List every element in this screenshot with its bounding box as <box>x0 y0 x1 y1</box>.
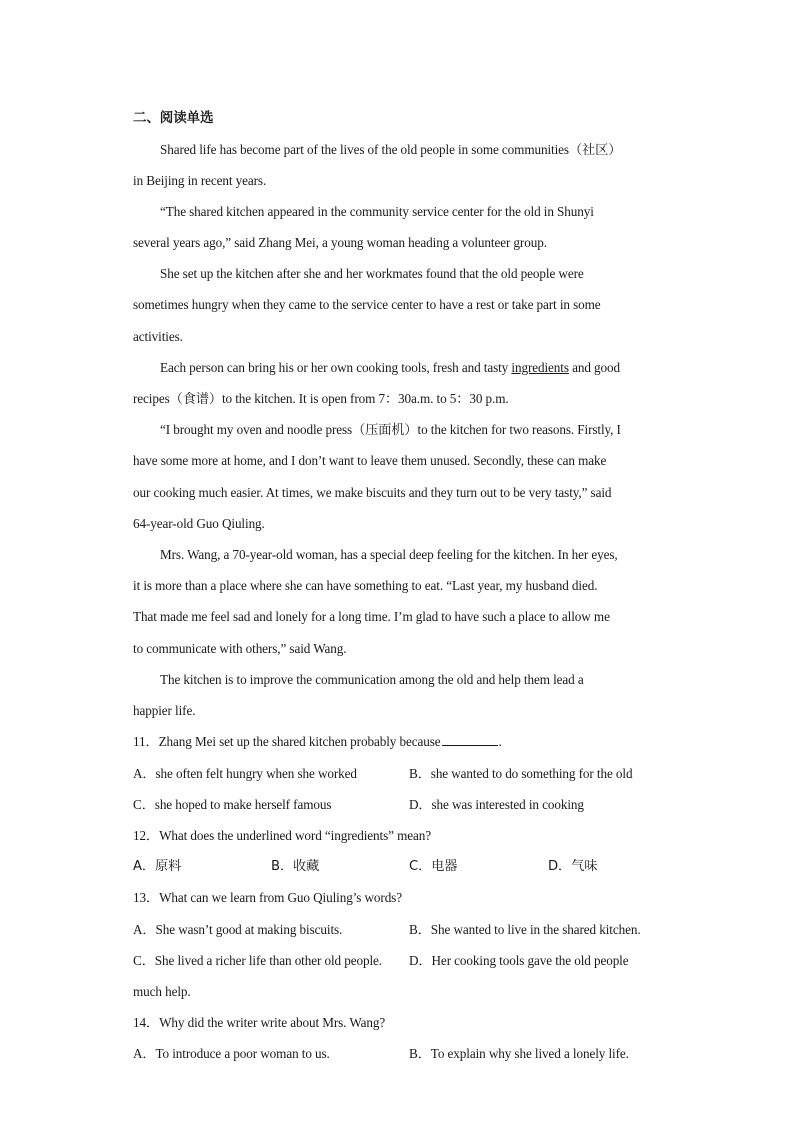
question-13-stem: 13．What can we learn from Guo Qiuling’s words? <box>133 890 402 905</box>
passage-line: it is more than a place where she can have something to eat. “Last year, my husband died. <box>133 578 598 593</box>
option-13-a: A．She wasn’t good at making biscuits. <box>133 922 343 937</box>
section-title: 二、阅读单选 <box>133 110 214 126</box>
passage-line: Shared life has become part of the lives of the old people in some communities（社区） <box>160 142 622 157</box>
passage-line: 64-year-old Guo Qiuling. <box>133 516 265 531</box>
passage-text: and good <box>568 360 621 375</box>
option-12-a: A．原料 <box>133 859 182 874</box>
option-11-c: C．she hoped to make herself famous <box>133 797 332 812</box>
answer-blank <box>442 732 498 746</box>
passage-line: recipes（食谱）to the kitchen. It is open from 7：30a.m. to 5：30 p.m. <box>133 391 509 406</box>
option-12-b: B．收藏 <box>271 859 320 874</box>
passage-line: our cooking much easier. At times, we make biscuits and they turn out to be very tasty,” said <box>133 485 612 500</box>
passage-line <box>160 358 690 378</box>
passage-line: several years ago,” said Zhang Mei, a young woman heading a volunteer group. <box>133 235 547 250</box>
option-11-d: D．she was interested in cooking <box>409 797 584 812</box>
passage-line: sometimes hungry when they came to the service center to have a rest or take part in some <box>133 297 601 312</box>
option-14-a: A．To introduce a poor woman to us. <box>133 1046 330 1061</box>
question-12-stem: 12．What does the underlined word “ingredients” mean? <box>133 828 432 843</box>
question-text: . <box>498 734 502 749</box>
passage-line: “I brought my oven and noodle press（压面机）to the kitchen for two reasons. Firstly, I <box>160 422 621 437</box>
option-12-d: D．气味 <box>548 859 598 874</box>
option-11-a: A．she often felt hungry when she worked <box>133 766 357 781</box>
question-11-stem <box>133 732 663 752</box>
passage-line: in Beijing in recent years. <box>133 173 267 188</box>
passage-line: activities. <box>133 329 183 344</box>
passage-line: to communicate with others,” said Wang. <box>133 641 347 656</box>
passage-line: Mrs. Wang, a 70-year-old woman, has a special deep feeling for the kitchen. In her eyes, <box>160 547 618 562</box>
passage-line: She set up the kitchen after she and her workmates found that the old people were <box>160 266 584 281</box>
option-12-c: C．电器 <box>409 859 458 874</box>
option-13-d-continued: much help. <box>133 984 191 999</box>
passage-line: “The shared kitchen appeared in the community service center for the old in Shunyi <box>160 204 594 219</box>
option-11-b: B．she wanted to do something for the old <box>409 766 633 781</box>
passage-line: That made me feel sad and lonely for a long time. I’m glad to have such a place to allow me <box>133 609 610 624</box>
question-14-stem: 14．Why did the writer write about Mrs. Wang? <box>133 1015 386 1030</box>
passage-text: Each person can bring his or her own cooking tools, fresh and tasty <box>160 360 512 375</box>
passage-line: have some more at home, and I don’t want to leave them unused. Secondly, these can make <box>133 453 607 468</box>
underlined-word: ingredients <box>511 360 569 375</box>
option-14-b: B．To explain why she lived a lonely life. <box>409 1046 629 1061</box>
option-13-d: D．Her cooking tools gave the old people <box>409 953 629 968</box>
passage-line: happier life. <box>133 703 196 718</box>
passage-line: The kitchen is to improve the communication among the old and help them lead a <box>160 672 584 687</box>
question-text: 11．Zhang Mei set up the shared kitchen probably because <box>133 734 441 749</box>
option-13-b: B．She wanted to live in the shared kitchen. <box>409 922 641 937</box>
option-13-c: C．She lived a richer life than other old people. <box>133 953 382 968</box>
